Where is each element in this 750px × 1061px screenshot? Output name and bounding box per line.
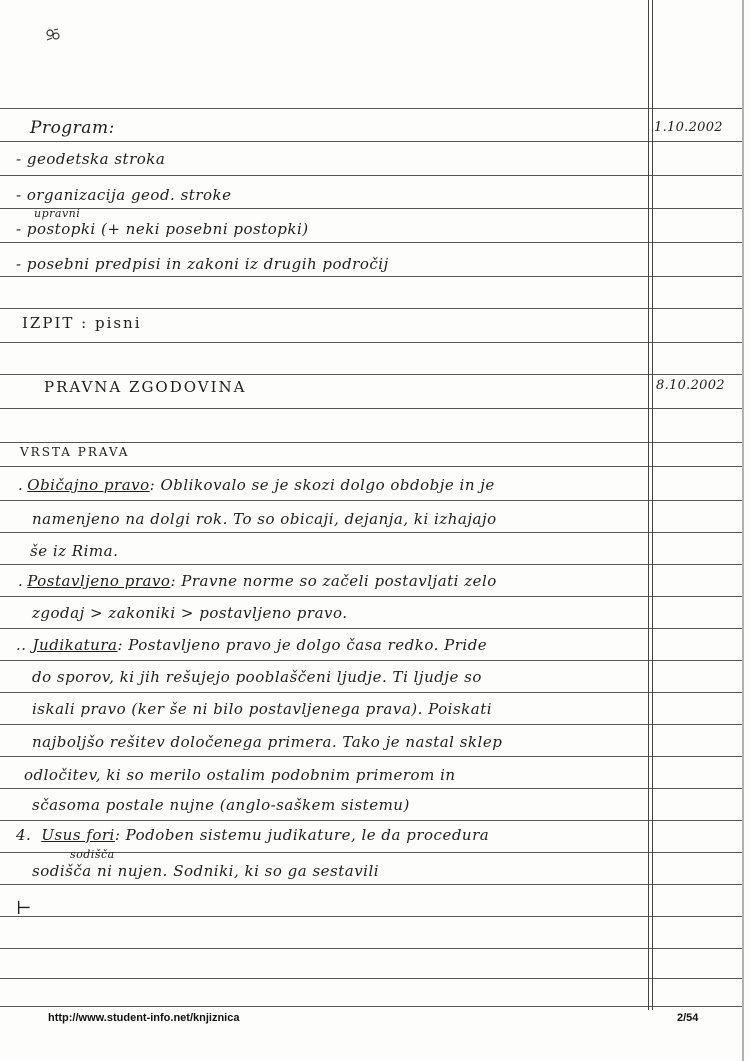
definition-line: .. Judikatura: Postavljeno pravo je dolgo časa redko. Pride bbox=[16, 636, 488, 654]
ruled-line bbox=[0, 208, 742, 209]
ruled-line bbox=[0, 175, 742, 176]
exam-line: IZPIT : pisni bbox=[22, 314, 142, 332]
definition-line: zgodaj > zakoniki > postavljeno pravo. bbox=[32, 604, 348, 622]
ruled-line bbox=[0, 820, 742, 821]
ruled-line bbox=[0, 660, 742, 661]
inserted-word: upravni bbox=[34, 207, 81, 220]
definition-line: najboljšo rešitev določenega primera. Tako je nastal sklep bbox=[32, 733, 503, 751]
ruled-line bbox=[0, 628, 742, 629]
ruled-line bbox=[0, 692, 742, 693]
logo-icon bbox=[44, 26, 62, 44]
margin-mark: ⊢ bbox=[16, 898, 32, 919]
page-number: 2/54 bbox=[677, 1012, 699, 1024]
item-number: 4. bbox=[16, 826, 32, 844]
term-usus-fori: Usus fori bbox=[41, 826, 115, 844]
definition-line bbox=[16, 826, 489, 844]
term-obicajno: Običajno pravo bbox=[27, 476, 150, 494]
ruled-line bbox=[0, 442, 742, 443]
term-judikatura: Judikatura bbox=[32, 636, 118, 654]
program-item: - geodetska stroka bbox=[16, 150, 166, 168]
subheading: VRSTA PRAVA bbox=[20, 445, 130, 459]
definition-line: iskali pravo (ker še ni bilo postavljenega prava). Poiskati bbox=[32, 700, 493, 718]
inserted-word: sodišča bbox=[70, 848, 115, 861]
definition-line: še iz Rima. bbox=[30, 542, 119, 560]
definition-line: namenjeno na dolgi rok. To so obicaji, dejanja, ki izhajajo bbox=[32, 510, 497, 528]
ruled-line bbox=[0, 141, 742, 142]
term-postavljeno: Postavljeno pravo bbox=[27, 572, 171, 590]
definition-text: : Postavljeno pravo je dolgo časa redko. Pride bbox=[117, 636, 488, 654]
program-date: 1.10.2002 bbox=[654, 120, 723, 135]
definition-line: sodišča ni nujen. Sodniki, ki so ga sestavili bbox=[32, 862, 380, 880]
ruled-line bbox=[0, 788, 742, 789]
section-date: 8.10.2002 bbox=[656, 378, 725, 393]
ruled-line bbox=[0, 724, 742, 725]
program-item: - postopki (+ neki posebni postopki) bbox=[16, 220, 309, 238]
definition-line: odločitev, ki so merilo ostalim podobnim primerom in bbox=[24, 766, 456, 784]
definition-line: . Postavljeno pravo: Pravne norme so začeli postavljati zelo bbox=[18, 572, 497, 590]
definition-line: sčasoma postale nujne (anglo-saškem sistemu) bbox=[32, 796, 410, 814]
ruled-line bbox=[0, 276, 742, 277]
ruled-line bbox=[0, 1006, 742, 1007]
ruled-line bbox=[0, 948, 742, 949]
ruled-line bbox=[0, 408, 742, 409]
definition-text: : Oblikovalo se je skozi dolgo obdobje in je bbox=[149, 476, 495, 494]
ruled-line bbox=[0, 466, 742, 467]
footer-url: http://www.student-info.net/knjiznica bbox=[48, 1012, 240, 1024]
margin-line-inner bbox=[652, 0, 653, 1010]
ruled-line bbox=[0, 308, 742, 309]
definition-line: do sporov, ki jih rešujejo pooblaščeni ljudje. Ti ljudje so bbox=[32, 668, 482, 686]
ruled-line bbox=[0, 916, 742, 917]
program-title: Program: bbox=[30, 118, 115, 138]
ruled-line bbox=[0, 596, 742, 597]
ruled-line bbox=[0, 884, 742, 885]
section-title: PRAVNA ZGODOVINA bbox=[44, 378, 247, 396]
program-item: - organizacija geod. stroke bbox=[16, 186, 232, 204]
ruled-line bbox=[0, 532, 742, 533]
definition-text: : Podoben sistemu judikature, le da procedura bbox=[114, 826, 490, 844]
margin-line bbox=[648, 0, 649, 1010]
ruled-line bbox=[0, 500, 742, 501]
page-edge bbox=[742, 0, 744, 1061]
ruled-line bbox=[0, 374, 742, 375]
ruled-line bbox=[0, 756, 742, 757]
ruled-line bbox=[0, 564, 742, 565]
ruled-line bbox=[0, 242, 742, 243]
program-item: - posebni predpisi in zakoni iz drugih področij bbox=[16, 255, 389, 273]
definition-text: : Pravne norme so začeli postavljati zelo bbox=[170, 572, 497, 590]
ruled-line bbox=[0, 978, 742, 979]
ruled-line bbox=[0, 342, 742, 343]
definition-line: . Običajno pravo: Oblikovalo se je skozi dolgo obdobje in je bbox=[18, 476, 495, 494]
ruled-line bbox=[0, 108, 742, 109]
